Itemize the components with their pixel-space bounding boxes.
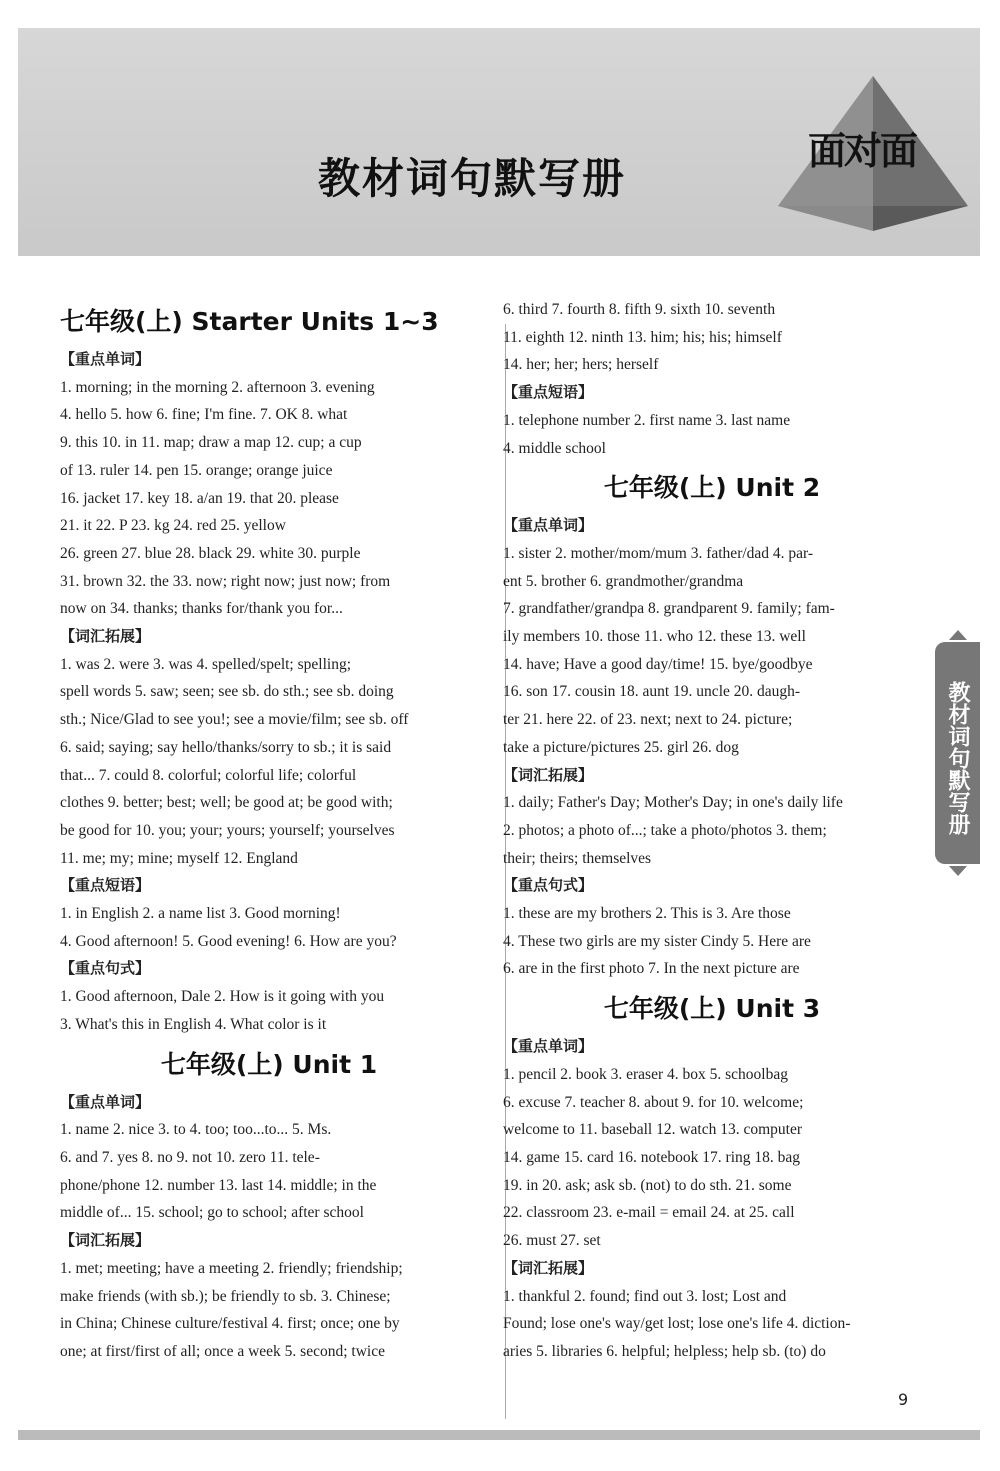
section-heading: 【词汇拓展】 — [503, 1258, 594, 1277]
page-number: 9 — [898, 1390, 909, 1409]
answer-line: 14. her; her; hers; herself — [503, 356, 659, 374]
section-heading: 【重点单词】 — [503, 516, 594, 535]
answer-line: 26. green 27. blue 28. black 29. white 30. purple — [60, 544, 361, 562]
answer-line: 14. game 15. card 16. notebook 17. ring 18. bag — [503, 1148, 801, 1166]
section-heading: 【重点单词】 — [60, 350, 151, 368]
answer-line: welcome to 11. baseball 12. watch 13. computer — [503, 1121, 803, 1139]
answer-line: 3. What's this in English 4. What color is it — [60, 1015, 327, 1033]
section-heading: 【重点句式】 — [503, 876, 594, 895]
answer-line: 9. this 10. in 11. map; draw a map 12. cup; a cup — [60, 434, 362, 452]
answer-line: one; at first/first of all; once a week 5. second; twice — [60, 1342, 385, 1360]
right-column — [503, 296, 921, 1366]
answer-line: now on 34. thanks; thanks for/thank you for... — [60, 600, 343, 618]
unit-title: 七年级(上) Unit 2 — [603, 473, 821, 503]
answer-line: 1. morning; in the morning 2. afternoon 3. evening — [60, 378, 375, 396]
answer-line: of 13. ruler 14. pen 15. orange; orange juice — [60, 461, 333, 479]
answer-line: take a picture/pictures 25. girl 26. dog — [503, 738, 739, 756]
answer-line: spell words 5. saw; seen; see sb. do sth.; see sb. doing — [60, 683, 394, 701]
answer-line: 1. met; meeting; have a meeting 2. friendly; friendship; — [60, 1259, 403, 1277]
logo-text: 面对面 — [808, 129, 917, 173]
section-heading: 【词汇拓展】 — [60, 627, 151, 646]
answer-line: 26. must 27. set — [503, 1232, 601, 1250]
answer-line: 31. brown 32. the 33. now; right now; just now; from — [60, 572, 391, 590]
answer-line: 4. Good afternoon! 5. Good evening! 6. How are you? — [60, 932, 397, 950]
answer-line: phone/phone 12. number 13. last 14. middle; in the — [60, 1176, 377, 1194]
page-title: 教材词句默写册 — [318, 154, 627, 203]
answer-line: ily members 10. those 11. who 12. these 13. well — [503, 628, 806, 646]
answer-line: 21. it 22. P 23. kg 24. red 25. yellow — [60, 517, 286, 535]
answer-line: be good for 10. you; your; yours; yourself; yourselves — [60, 821, 395, 839]
answer-line: 1. thankful 2. found; find out 3. lost; Lost and — [503, 1287, 787, 1305]
answer-line: 14. have; Have a good day/time! 15. bye/goodbye — [503, 655, 813, 673]
answer-line: 4. middle school — [503, 439, 606, 457]
header-banner — [18, 28, 980, 256]
answer-line: 11. eighth 12. ninth 13. him; his; his; himself — [503, 328, 782, 346]
bottom-bar — [18, 1430, 980, 1440]
answer-line: make friends (with sb.); be friendly to sb. 3. Chinese; — [60, 1287, 391, 1305]
side-tab-label: 教材词句默写册 — [945, 681, 970, 835]
section-heading: 【重点句式】 — [60, 959, 151, 978]
answer-line: their; theirs; themselves — [503, 849, 652, 867]
tab-up-arrow-icon — [949, 630, 967, 640]
section-heading: 【重点单词】 — [503, 1037, 594, 1056]
side-tab — [935, 642, 980, 864]
answer-line: 4. These two girls are my sister Cindy 5. Here are — [503, 932, 811, 950]
answer-line: 22. classroom 23. e-mail = email 24. at 25. call — [503, 1204, 795, 1222]
answer-line: that... 7. could 8. colorful; colorful life; colorful — [60, 766, 357, 784]
answer-line: 19. in 20. ask; ask sb. (not) to do sth. 21. some — [503, 1176, 792, 1194]
answer-line: in China; Chinese culture/festival 4. first; once; one by — [60, 1315, 400, 1333]
answer-line: 6. said; saying; say hello/thanks/sorry to sb.; it is said — [60, 738, 392, 756]
section-heading: 【词汇拓展】 — [503, 765, 594, 784]
answer-line: 16. son 17. cousin 18. aunt 19. uncle 20. daugh- — [503, 683, 801, 701]
answer-line: 6. and 7. yes 8. no 9. not 10. zero 11. tele- — [60, 1148, 320, 1166]
answer-line: 1. these are my brothers 2. This is 3. Are those — [503, 905, 791, 923]
answer-line: 16. jacket 17. key 18. a/an 19. that 20. please — [60, 489, 339, 507]
answer-line: 1. telephone number 2. first name 3. last name — [503, 411, 791, 429]
answer-line: 1. pencil 2. book 3. eraser 4. box 5. schoolbag — [503, 1065, 788, 1083]
answer-line: clothes 9. better; best; well; be good at; be good with; — [60, 794, 393, 812]
answer-line: 6. third 7. fourth 8. fifth 9. sixth 10. seventh — [503, 301, 776, 318]
answer-line: Found; lose one's way/get lost; lose one's life 4. diction- — [503, 1315, 851, 1333]
answer-line: 1. Good afternoon, Dale 2. How is it going with you — [60, 988, 385, 1006]
section-heading: 【重点短语】 — [60, 876, 151, 895]
section-heading: 【重点单词】 — [60, 1092, 151, 1111]
answer-line: middle of... 15. school; go to school; after school — [60, 1204, 364, 1222]
unit-title: 七年级(上) Starter Units 1~3 — [60, 307, 439, 336]
answer-line: 1. sister 2. mother/mom/mum 3. father/dad 4. par- — [503, 544, 814, 562]
answer-line: 11. me; my; mine; myself 12. England — [60, 849, 298, 867]
unit-title: 七年级(上) Unit 1 — [160, 1049, 378, 1079]
answer-line: sth.; Nice/Glad to see you!; see a movie/film; see sb. off — [60, 711, 409, 729]
unit-title: 七年级(上) Unit 3 — [603, 994, 821, 1024]
answer-line: 4. hello 5. how 6. fine; I'm fine. 7. OK 8. what — [60, 406, 348, 424]
answer-line: 6. are in the first photo 7. In the next picture are — [503, 960, 800, 978]
answer-line: 6. excuse 7. teacher 8. about 9. for 10. welcome; — [503, 1093, 804, 1111]
section-heading: 【词汇拓展】 — [60, 1231, 151, 1250]
answer-line: 7. grandfather/grandpa 8. grandparent 9. family; fam- — [503, 600, 835, 618]
answer-line: 1. daily; Father's Day; Mother's Day; in one's daily life — [503, 794, 843, 812]
answer-line: 2. photos; a photo of...; take a photo/photos 3. them; — [503, 821, 827, 839]
answer-line: aries 5. libraries 6. helpful; helpless; help sb. (to) do — [503, 1342, 826, 1360]
section-heading: 【重点短语】 — [503, 383, 594, 402]
tab-down-arrow-icon — [949, 866, 967, 876]
answer-line: ter 21. here 22. of 23. next; next to 24. picture; — [503, 711, 793, 729]
answer-line: ent 5. brother 6. grandmother/grandma — [503, 572, 744, 590]
answer-line: 1. in English 2. a name list 3. Good morning! — [60, 905, 341, 923]
answer-line: 1. name 2. nice 3. to 4. too; too...to... 5. Ms. — [60, 1121, 332, 1139]
answer-line: 1. was 2. were 3. was 4. spelled/spelt; spelling; — [60, 655, 352, 673]
left-column — [60, 296, 478, 1366]
